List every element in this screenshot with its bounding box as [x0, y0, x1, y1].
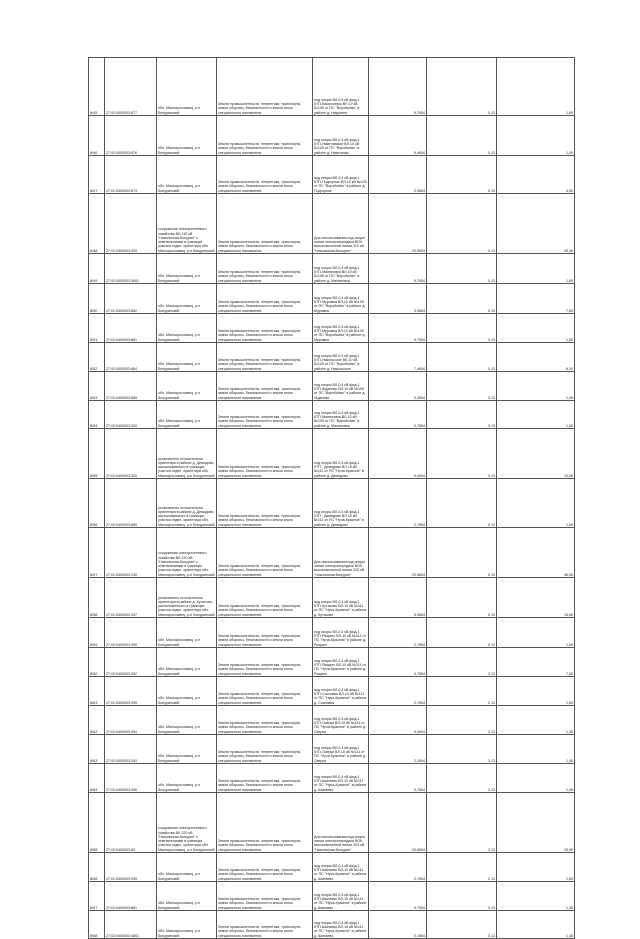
row-index-cell: 8/67: [89, 882, 105, 911]
cadastral-number-cell: 27:02:0405003:393: [105, 735, 157, 764]
cadastral-number-cell: 27:02:0405003:397: [105, 578, 157, 618]
rate-cell: 0,13: [427, 882, 497, 911]
cadastral-number-cell: 27:02:0405003:889: [105, 479, 157, 528]
cadastral-number-cell: 27:02:0405003:300: [105, 429, 157, 479]
address-cell: обл. Малоярославец, р-н Бичуринский: [157, 116, 217, 156]
area-cell: 2,0654: [369, 156, 427, 194]
cadastral-number-cell: 27:02:0405003:861: [105, 314, 157, 343]
permitted-use-cell: под опоры ВЛ-0,4 кВ фид.1 КТП-Васильевка ВЛ-10 кВ №105 от ПС "Воробьёво" в районе д. Никулино: [313, 58, 369, 116]
land-category-cell: Земли промышленности, энергетики, транспорта, земли обороны, безопасности и земли иного специального назначения: [217, 372, 313, 401]
row-index-cell: 8/59: [89, 618, 105, 648]
permitted-use-cell: Для использования под опоры линии электропередачи ВОК высоковольтной линии 220 кВ "Никольская-Бичурин": [313, 528, 369, 578]
cadastral-number-cell: 27:02:0405003:3651: [105, 254, 157, 284]
address-cell: обл. Малоярославец, р-н Бичуринский: [157, 764, 217, 793]
address-cell: установлено относительно ориентира в районе д. Демидово, расположенного в границах участка отдел. ориентира обл. Малоярославец, р-н Бичуринский: [157, 479, 217, 528]
cadastral-number-cell: 27:02:0405003:140: [105, 528, 157, 578]
area-cell: 7,4654: [369, 343, 427, 372]
permitted-use-cell: под опоры ВЛ-0,4 кВ фид.1 КТП-Малиновка ВЛ-10 кВ №105 от ПС "Воробьёво" в районе д. Малиновка: [313, 254, 369, 284]
address-cell: обл. Малоярославец, р-н Бичуринский: [157, 706, 217, 735]
address-cell: установлено относительно ориентира в районе д. Демидово, расположенного в границах участка отдел. ориентира обл. Малоярославец, р-н Бичуринский: [157, 429, 217, 479]
cadastral-number-cell: 27:02:0405003:390: [105, 618, 157, 648]
rate-cell: 0,13: [427, 254, 497, 284]
land-category-cell: Земли промышленности, энергетики, транспорта, земли обороны, безопасности и земли иного специального назначения: [217, 735, 313, 764]
land-category-cell: Земли промышленности, энергетики, транспорта, земли обороны, безопасности и земли иного специального назначения: [217, 401, 313, 429]
cadastral-number-cell: 27:02:0405003:320: [105, 194, 157, 254]
row-index-cell: 8/55: [89, 429, 105, 479]
area-cell: 3,0654: [369, 284, 427, 314]
area-cell: 0,7654: [369, 618, 427, 648]
table-row: [89, 793, 575, 853]
permitted-use-cell: под опоры ВЛ-0,4 кВ фид.1 КТП-Муромка ВЛ-10 кВ №105 от ПС "Воробьёво" в районе д. Муромка: [313, 314, 369, 343]
amount-cell: 13,26: [497, 429, 575, 479]
permitted-use-cell: под опоры ВЛ-0,4 кВ фид.1 КТП-Муромка ВЛ-10 кВ №105 от ПС "Воробьёво" в районе д. Муромка: [313, 284, 369, 314]
land-category-cell: Земли промышленности, энергетики, транспорта, земли обороны, безопасности и земли иного специального назначения: [217, 578, 313, 618]
amount-cell: 7,65: [497, 284, 575, 314]
rate-cell: 0,13: [427, 618, 497, 648]
land-category-cell: Земли промышленности, энергетики, транспорта, земли обороны, безопасности и земли иного специального назначения: [217, 343, 313, 372]
row-index-cell: 8/56: [89, 479, 105, 528]
address-cell: обл. Малоярославец, р-н Бичуринский: [157, 314, 217, 343]
rate-cell: 2,13: [427, 793, 497, 853]
table-row: [89, 882, 575, 911]
row-index-cell: 8/65: [89, 793, 105, 853]
permitted-use-cell: под опоры ВЛ-0,4 кВ фид.1 КТП-Кутасово ВЛ-10 кВ №111 от ПС "Нуча-Красное" в районе д. Кутасово: [313, 578, 369, 618]
row-index-cell: 8/64: [89, 764, 105, 793]
permitted-use-cell: под опоры ВЛ-0,4 кВ фид.1 КТП-Никитовская ВЛ-10 кВ №105 от ПС "Воробьёво" в районе д. Никитинка: [313, 116, 369, 156]
cadastral-number-cell: 27:02:0405003:861: [105, 882, 157, 911]
address-cell: обл. Малоярославец, р-н Бичуринский: [157, 372, 217, 401]
address-cell: обл. Малоярославец, р-н Бичуринский: [157, 648, 217, 677]
area-cell: 0,7654: [369, 314, 427, 343]
amount-cell: 1,45: [497, 764, 575, 793]
rate-cell: 0,13: [427, 194, 497, 254]
land-category-cell: Земли промышленности, энергетики, транспорта, земли обороны, безопасности и земли иного специального назначения: [217, 793, 313, 853]
table-row: [89, 372, 575, 401]
address-cell: обл. Малоярославец, р-н Бичуринский: [157, 882, 217, 911]
table-row: [89, 578, 575, 618]
permitted-use-cell: под опоры ВЛ-0,4 кВ фид.1 КТП-Озерки ВЛ-10 кВ №111 от ПС "Нуча-Красное" в районе д. Озерки: [313, 735, 369, 764]
area-cell: 0,4654: [369, 116, 427, 156]
area-cell: 3,7654: [369, 648, 427, 677]
cadastral-number-cell: 27:02:0405003:862: [105, 284, 157, 314]
amount-cell: 1,65: [497, 254, 575, 284]
rate-cell: 0,13: [427, 314, 497, 343]
table-row: [89, 764, 575, 793]
row-index-cell: 8/62: [89, 706, 105, 735]
area-cell: 2,1654: [369, 735, 427, 764]
rate-cell: 0,13: [427, 58, 497, 116]
permitted-use-cell: под опоры ВЛ-0,4 кВ фид.1 КТП - Демидово ВЛ-10 кВ №111 от ПС "Нуча-Красное" в районе д. Демидово: [313, 479, 369, 528]
rate-cell: 0,13: [427, 911, 497, 939]
land-plot-table: [88, 57, 575, 939]
cadastral-number-cell: 27:02:0405003:876: [105, 116, 157, 156]
table-row: [89, 618, 575, 648]
table-row: [89, 429, 575, 479]
amount-cell: 1,65: [497, 479, 575, 528]
row-index-cell: 8/52: [89, 343, 105, 372]
table-row: [89, 706, 575, 735]
rate-cell: 2,13: [427, 735, 497, 764]
amount-cell: 1,05: [497, 116, 575, 156]
table-row: [89, 401, 575, 429]
land-category-cell: Земли промышленности, энергетики, транспорта, земли обороны, безопасности и земли иного специального назначения: [217, 194, 313, 254]
amount-cell: 1,45: [497, 735, 575, 764]
row-index-cell: 8/49: [89, 254, 105, 284]
permitted-use-cell: под опоры ВЛ-0,4 кВ фид.1 КТП-Сосновка ВЛ-10 кВ №111 от ПС "Нуча-Красное" в районе д. Сосновка: [313, 677, 369, 706]
row-index-cell: 8/66: [89, 853, 105, 882]
land-category-cell: Земли промышленности, энергетики, транспорта, земли обороны, безопасности и земли иного специального назначения: [217, 314, 313, 343]
cadastral-number-cell: 27:02:0405003:300: [105, 401, 157, 429]
cadastral-number-cell: 27:02:0405003:874: [105, 156, 157, 194]
amount-cell: 1,45: [497, 706, 575, 735]
table-row: [89, 58, 575, 116]
rate-cell: 2,13: [427, 853, 497, 882]
table-row: [89, 343, 575, 372]
table-row: [89, 648, 575, 677]
area-cell: 20,6654: [369, 793, 427, 853]
permitted-use-cell: под опоры ВЛ-0,4 кВ фид.1 КТП-Шипаево ВЛ-10 кВ №111 от ПС "Нуча-Красное" в районе д. Шипаево: [313, 764, 369, 793]
area-cell: 0,1654: [369, 911, 427, 939]
area-cell: 0,7654: [369, 853, 427, 882]
rate-cell: 2,13: [427, 677, 497, 706]
cadastral-number-cell: 27:02:0405003:935: [105, 853, 157, 882]
rate-cell: 2,13: [427, 706, 497, 735]
table-row: [89, 677, 575, 706]
address-cell: обл. Малоярославец, р-н Бичуринский: [157, 254, 217, 284]
address-cell: обл. Малоярославец, р-н Бичуринский: [157, 343, 217, 372]
land-category-cell: Земли промышленности, энергетики, транспорта, земли обороны, безопасности и земли иного специального назначения: [217, 677, 313, 706]
amount-cell: 1,65: [497, 853, 575, 882]
land-category-cell: Земли промышленности, энергетики, транспорта, земли обороны, безопасности и земли иного специального назначения: [217, 764, 313, 793]
cadastral-number-cell: 27:02:0405003:877: [105, 58, 157, 116]
row-index-cell: 8/61: [89, 677, 105, 706]
row-index-cell: 8/50: [89, 284, 105, 314]
rate-cell: 0,13: [427, 429, 497, 479]
rate-cell: 0,13: [427, 372, 497, 401]
row-index-cell: 8/47: [89, 156, 105, 194]
cadastral-number-cell: 27:02:0405003:865: [105, 372, 157, 401]
address-cell: обл. Малоярославец, р-н Бичуринский: [157, 853, 217, 882]
address-cell: сооружение электросетевого хозяйства ВЛ-220 кВ "Никольская-Бичурин" с ответвлениями в границах участка отдел. ориентира обл. Малоярославец, р-н Бичуринский: [157, 793, 217, 853]
row-index-cell: 8/60: [89, 648, 105, 677]
rate-cell: 2,13: [427, 764, 497, 793]
rate-cell: 2,13: [427, 648, 497, 677]
land-category-cell: Земли промышленности, энергетики, транспорта, земли обороны, безопасности и земли иного специального назначения: [217, 648, 313, 677]
amount-cell: 15,66: [497, 578, 575, 618]
land-category-cell: Земли промышленности, энергетики, транспорta, земли обороны, безопасности и земли иного специального назначения: [217, 706, 313, 735]
address-cell: сооружение электросетевого хозяйства ВЛ-110 кВ "Никольская-Бичурин" с ответвлениями в границах участка отдел. ориентира обл. Малоярославец, р-н Бичуринский: [157, 194, 217, 254]
cadastral-number-cell: 27:02:0405003:395: [105, 677, 157, 706]
permitted-use-cell: под опоры ВЛ-0,4 кВ фид.1 КТП - Демидово ВЛ-10 кВ №111 от ПС "Нуча-Красное" в районе д. Демидово: [313, 429, 369, 479]
amount-cell: 46,06: [497, 528, 575, 578]
land-category-cell: Земли промышленности, энергетики, транспорта, земли обороны, безопасности и земли иного специального назначения: [217, 284, 313, 314]
row-index-cell: 8/63: [89, 735, 105, 764]
area-cell: 0,4654: [369, 372, 427, 401]
row-index-cell: 8/58: [89, 578, 105, 618]
land-category-cell: Земли промышленности, энергетики, транспорта, земли обороны, безопасности и земли иного специального назначения: [217, 911, 313, 939]
rate-cell: 0,13: [427, 156, 497, 194]
address-cell: установлено относительно ориентира в районе д. Кутасово, расположенного в границах участка отдел. ориентира обл. Малоярославец, р-н Бичуринский: [157, 578, 217, 618]
area-cell: 0,7654: [369, 479, 427, 528]
permitted-use-cell: под опоры ВЛ-0,4 кВ фид.1 КТП-Рощино ВЛ-10 кВ №111 от ПС "Нуча-Красное" в районе д. Рощино: [313, 618, 369, 648]
area-cell: 0,7654: [369, 254, 427, 284]
table-row: [89, 116, 575, 156]
cadastral-number-cell: 27:02:0405003:83: [105, 793, 157, 853]
amount-cell: 1,65: [497, 677, 575, 706]
land-category-cell: Земли промышленности, энергетики, транспорта, земли обороны, безопасности и земли иного специального назначения: [217, 528, 313, 578]
permitted-use-cell: под опоры ВЛ-0,4 кВ фид.1 КТП-Жданово ВЛ-10 кВ №105 от ПС "Воробьёво" в районе д. Жданово: [313, 372, 369, 401]
permitted-use-cell: Для использования под опоры линии электропередачи ВОК высоковольтной линии 110 кВ "Никольская-Бичурин": [313, 194, 369, 254]
row-index-cell: 8/57: [89, 528, 105, 578]
address-cell: сооружение электросетевого хозяйства ВЛ-220 кВ "Никольская-Бичурин" с ответвлениями в границах участка отдел. ориентира обл. Малоярославец, р-н Бичуринский: [157, 528, 217, 578]
row-index-cell: 8/51: [89, 314, 105, 343]
area-cell: 5,0654: [369, 429, 427, 479]
row-index-cell: 8/54: [89, 401, 105, 429]
table-row: [89, 314, 575, 343]
area-cell: 0,4654: [369, 706, 427, 735]
land-category-cell: Земли промышленности, энергетики, транспорта, земли обороны, безопасности и земли иного специального назначения: [217, 429, 313, 479]
amount-cell: 45,36: [497, 194, 575, 254]
permitted-use-cell: под опоры ВЛ-0,4 кВ фид.1 КТП-Озерки ВЛ-10 кВ №111 от ПС "Нуча-Красное" в районе д. Озерки: [313, 706, 369, 735]
rate-cell: 0,13: [427, 401, 497, 429]
cadastral-number-cell: 27:02:0405003:864: [105, 343, 157, 372]
row-index-cell: 8/53: [89, 372, 105, 401]
area-cell: 0,7654: [369, 58, 427, 116]
row-index-cell: 8/45: [89, 58, 105, 116]
land-category-cell: Земли промышленности, энергетики, транспорта, земли обороны, безопасности и земли иного специального назначения: [217, 618, 313, 648]
land-category-cell: Земли промышленности, энергетики, транспорта, земли обороны, безопасности и земли иного специального назначения: [217, 254, 313, 284]
area-cell: 0,7654: [369, 882, 427, 911]
land-category-cell: Земли промышленности, энергетики, транспорта, земли обороны, безопасности и земли иного специального назначения: [217, 58, 313, 116]
address-cell: обл. Малоярославец, р-н Бичуринский: [157, 735, 217, 764]
permitted-use-cell: под опоры ВЛ-0,4 кВ фид.1 КТП-Никольское ВЛ-10 кВ №105 от ПС "Воробьёво" в районе д. Никольское: [313, 343, 369, 372]
amount-cell: 1,45: [497, 882, 575, 911]
cadastral-number-cell: 27:02:0405003:396: [105, 764, 157, 793]
table-row: [89, 528, 575, 578]
rate-cell: 0,13: [427, 578, 497, 618]
area-cell: 0,7654: [369, 764, 427, 793]
land-category-cell: Земли промышленности, энергетики, транспорта, земли обороны, безопасности и земли иного специального назначения: [217, 479, 313, 528]
table-row: [89, 156, 575, 194]
table-row: [89, 911, 575, 939]
permitted-use-cell: под опоры ВЛ-0,4 кВ фид.1 КТП-Шипаево ВЛ-10 кВ №111 от ПС "Нуча-Красное" в районе д. Шипаево: [313, 882, 369, 911]
address-cell: обл. Малоярославец, р-н Бичуринский: [157, 156, 217, 194]
address-cell: обл. Малоярославец, р-н Бичуринский: [157, 58, 217, 116]
amount-cell: 1,65: [497, 314, 575, 343]
table-row: [89, 479, 575, 528]
amount-cell: 1,65: [497, 58, 575, 116]
cadastral-number-cell: 27:02:0405003:394: [105, 706, 157, 735]
area-cell: 0,7654: [369, 677, 427, 706]
area-cell: 20,0654: [369, 194, 427, 254]
area-cell: 20,6654: [369, 528, 427, 578]
land-category-cell: Земли промышленности, энергетики, транспорта, земли обороны, безопасности и земли иного специального назначения: [217, 853, 313, 882]
land-category-cell: Земли промышленности, энергетики, транспорта, земли обороны, безопасности и земли иного специального назначения: [217, 156, 313, 194]
rate-cell: 0,13: [427, 343, 497, 372]
table-row: [89, 194, 575, 254]
rate-cell: 0,13: [427, 528, 497, 578]
amount-cell: 1,45: [497, 911, 575, 939]
address-cell: обл. Малоярославец, р-н Бичуринский: [157, 401, 217, 429]
area-cell: 0,7654: [369, 401, 427, 429]
permitted-use-cell: под опоры ВЛ-0,4 кВ фид.1 КТП-Рощино ВЛ-10 кВ №111 от ПС "Нуча-Красное" в районе д. Рощино: [313, 648, 369, 677]
land-category-cell: Земли промышленности, энергетики, транспорта, земли обороны, безопасности и земли иного специального назначения: [217, 882, 313, 911]
address-cell: обл. Малоярославец, р-н Бичуринский: [157, 284, 217, 314]
amount-cell: 1,65: [497, 618, 575, 648]
permitted-use-cell: под опоры ВЛ-0,4 кВ фид.1 КТП-Малиновка ВЛ-10 кВ №105 от ПС "Воробьёво" в районе д. Малиновка: [313, 401, 369, 429]
address-cell: обл. Малоярославец, р-н Бичуринский: [157, 618, 217, 648]
rate-cell: 0,13: [427, 116, 497, 156]
amount-cell: 1,45: [497, 372, 575, 401]
permitted-use-cell: под опоры ВЛ-0,4 кВ фид.1 КТП-Подгорное ВЛ-10 кВ №105 от ПС "Воробьёво" в районе д. Подгорное: [313, 156, 369, 194]
table-row: [89, 853, 575, 882]
permitted-use-cell: Для использования под опоры линии электропередачи ВОК высоковольтной линии 220 кВ "Никольская-Бичурин": [313, 793, 369, 853]
table-row: [89, 284, 575, 314]
table-row: [89, 735, 575, 764]
amount-cell: 1,65: [497, 401, 575, 429]
area-cell: 5,0654: [369, 578, 427, 618]
row-index-cell: 8/68: [89, 911, 105, 939]
table-body: [89, 58, 575, 939]
permitted-use-cell: под опоры ВЛ-0,4 кВ фид.1 КТП-Шипаево ВЛ-10 кВ №111 от ПС "Нуча-Красное" в районе д. Шипаево: [313, 911, 369, 939]
amount-cell: 4,50: [497, 156, 575, 194]
permitted-use-cell: под опоры ВЛ-0,4 кВ фид.1 КТП-Шипаево ВЛ-10 кВ №111 от ПС "Нуча-Красное" в районе д. Шипаево: [313, 853, 369, 882]
rate-cell: 0,13: [427, 479, 497, 528]
land-category-cell: Земли промышленности, энергетики, транспорта, земли обороны, безопасности и земли иного специального назначения: [217, 116, 313, 156]
row-index-cell: 8/48: [89, 194, 105, 254]
address-cell: обл. Малоярославец, р-н Бичуринский: [157, 677, 217, 706]
cadastral-number-cell: 27:02:0405003:4802: [105, 911, 157, 939]
row-index-cell: 8/46: [89, 116, 105, 156]
amount-cell: 7,65: [497, 648, 575, 677]
address-cell: обл. Малоярославец, р-н Бичуринский: [157, 911, 217, 939]
table-row: [89, 254, 575, 284]
amount-cell: 6,34: [497, 343, 575, 372]
amount-cell: 45,99: [497, 793, 575, 853]
rate-cell: 0,13: [427, 284, 497, 314]
cadastral-number-cell: 27:02:0405003:392: [105, 648, 157, 677]
